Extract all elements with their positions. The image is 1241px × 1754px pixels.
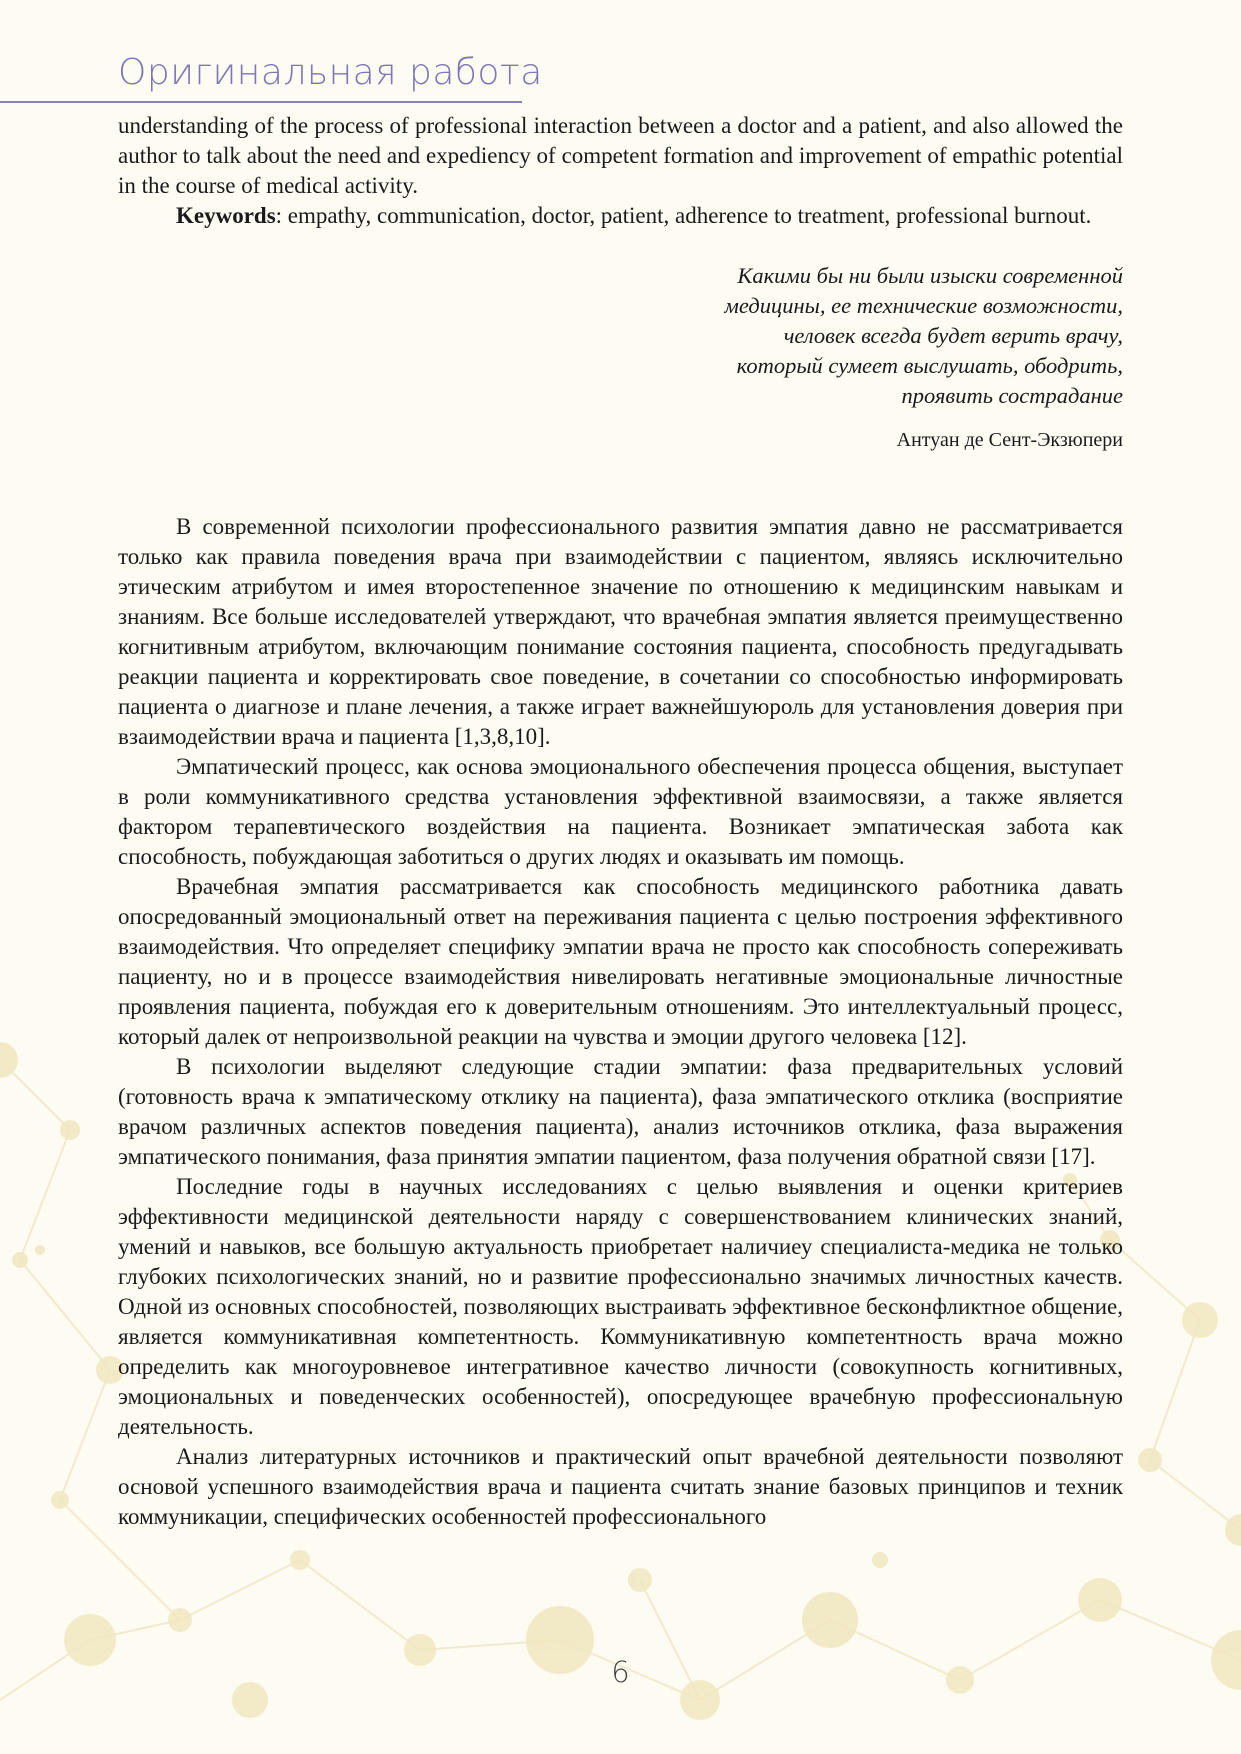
header-divider: [0, 101, 522, 103]
epigraph-line: Какими бы ни были изыски современной: [737, 263, 1123, 288]
epigraph-line: проявить сострадание: [901, 383, 1123, 408]
body-paragraph: Врачебная эмпатия рассматривается как способность медицинского работника давать опосредованный эмоциональный ответ на переживания пациента с целью построения эффективного взаимодействия. Что определяет специфику эмпатии врача не просто как способность сопереживать пациенту, но и в процессе взаимодействия нивелировать негативные эмоциональные личностные проявления пациента, побуждая его к доверительным отношениям. Это интеллектуальный процесс, который далек от непроизвольной реакции на чувства и эмоции другого человека [12].: [118, 874, 1123, 1049]
keywords-label: Keywords: [176, 203, 276, 228]
epigraph-author: Антуан де Сент-Экзюпери: [896, 429, 1123, 451]
epigraph-line: медицины, ее технические возможности,: [724, 293, 1123, 318]
abstract-continuation: understanding of the process of professional interaction between a doctor and a patient, and also allowed the author to talk about the need and expediency of competent formation and improvement of empathic potential in the course of medical activity.: [118, 113, 1123, 198]
body-paragraph: Анализ литературных источников и практический опыт врачебной деятельности позволяют основой успешного взаимодействия врача и пациента считать знание базовых принципов и техник коммуникации, специфических особенностей профессионального: [118, 1444, 1123, 1529]
epigraph-quote: [118, 261, 1123, 411]
keywords-text: : empathy, communication, doctor, patient, adherence to treatment, professional burnout.: [275, 203, 1092, 228]
epigraph-line: который сумеет выслушать, ободрить,: [736, 353, 1123, 378]
body-paragraph: В психологии выделяют следующие стадии эмпатии: фаза предварительных условий (готовность врача к эмпатическому отклику на пациента), фаза эмпатического отклика (восприятие врачом различных аспектов поведения пациента), анализ источников отклика, фаза выражения эмпатического понимания, фаза принятия эмпатии пациентом, фаза получения обратной связи [17].: [118, 1054, 1123, 1169]
body-paragraph: Последние годы в научных исследованиях с целью выявления и оценки критериев эффективности медицинской деятельности наряду с совершенствованием клинических знаний, умений и навыков, все большую актуальность приобретает наличиеу специалиста-медика не только глубоких психологических знаний, но и развитие профессионально значимых личностных качеств. Одной из основных способностей, позволяющих выстраивать эффективное бесконфликтное общение, является коммуникативная компетентность. Коммуникативную компетентность врача можно определить как многоуровневое интегративное качество личности (совокупность когнитивных, эмоциональных и поведенческих особенностей), опосредующее врачебную профессиональную деятельность.: [118, 1174, 1124, 1439]
epigraph-line: человек всегда будет верить врачу,: [783, 323, 1123, 348]
section-title: Оригинальная работа: [118, 52, 543, 93]
body-paragraph: Эмпатический процесс, как основа эмоционального обеспечения процесса общения, выступает в роли коммуникативного средства установления эффективной взаимосвязи, а также является фактором терапевтического воздействия на пациента. Возникает эмпатическая забота как способность, побуждающая заботиться о других людях и оказывать им помощь.: [118, 754, 1123, 869]
keywords-paragraph: [118, 201, 1123, 231]
page-number: 6: [611, 1655, 630, 1689]
body-paragraph: В современной психологии профессионального развития эмпатия давно не рассматривается только как правила поведения врача при взаимодействии с пациентом, являясь исключительно этическим атрибутом и имея второстепенное значение по отношению к медицинским навыкам и знаниям. Все больше исследователей утверждают, что врачебная эмпатия является преимущественно когнитивным атрибутом, включающим понимание состояния пациента, способность предугадывать реакции пациента и корректировать свое поведение, в сочетании со способностью информировать пациента о диагнозе и плане лечения, а также играет важнейшуюроль для установления доверия при взаимодействии врача и пациента [1,3,8,10].: [118, 514, 1123, 749]
article-body: [118, 512, 1123, 1532]
page-content: [118, 111, 1123, 1532]
